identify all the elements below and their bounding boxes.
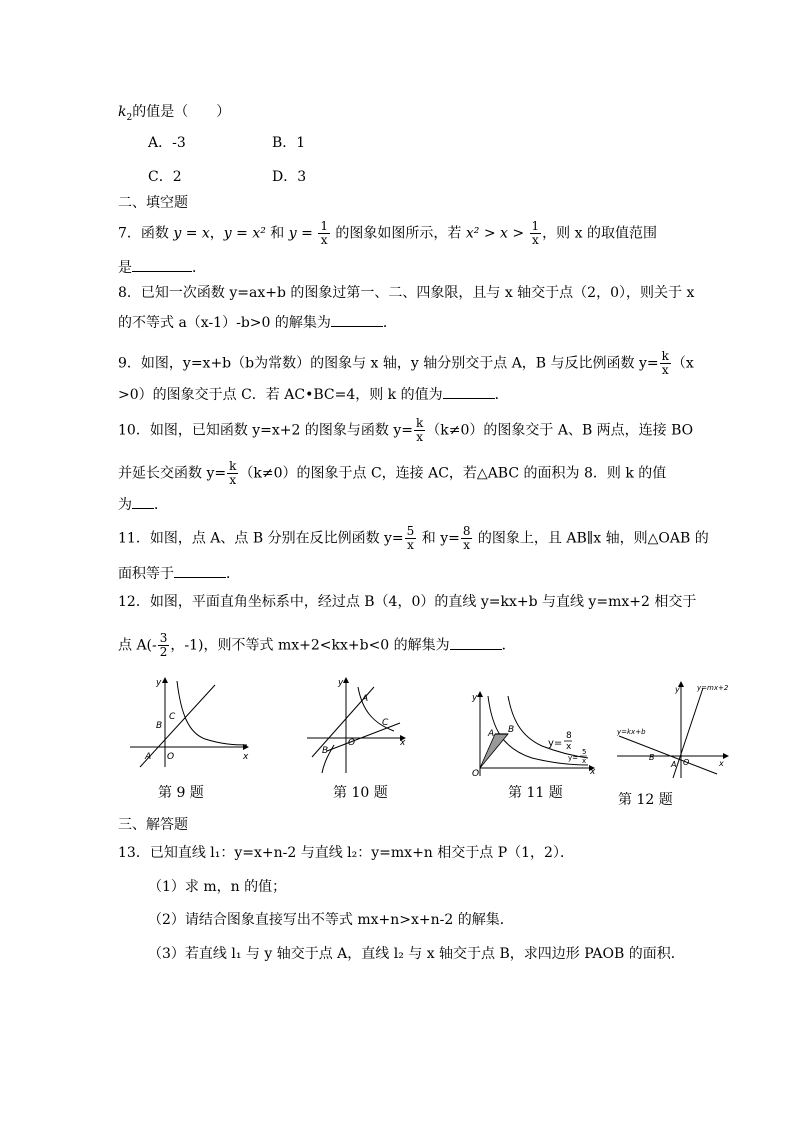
q8-line1: 8．已知一次函数 y=ax+b 的图象过第一、二、四象限，且与 x 轴交于点（2，0），则关于 x	[118, 285, 695, 301]
q10-fraction-k-over-x-b: $\frac{k}{x}$	[229, 459, 237, 487]
answer-blank[interactable]	[331, 312, 383, 327]
q7-p1: 7．函数	[118, 225, 174, 242]
q11-line2: 面积等于 ．	[118, 563, 240, 584]
fig12-label-a: A	[671, 760, 677, 769]
q7-p3: 和	[265, 225, 289, 242]
fig11-label-x: x	[590, 767, 596, 777]
fig12-label-y-mx2: y=mx+2	[697, 684, 729, 692]
fig10-label-c: C	[382, 718, 389, 728]
q13-sub3: （3）若直线 l₁ 与 y 轴交于点 A，直线 l₂ 与 x 轴交于点 B，求四边形 PAOB 的面积．	[148, 946, 685, 962]
figure-q9	[125, 675, 255, 770]
q6-option-a: A．-3	[148, 135, 186, 151]
fig12-label-y: y	[675, 685, 680, 694]
q7-p2: ，	[209, 225, 224, 242]
q12-line2: 点 A(- $\frac{3}{2}$ ，-1)，则不等式 mx+2<kx+b<0 的解集为 ．	[118, 631, 516, 659]
fig12-label-o: O	[683, 758, 690, 767]
q9-fraction-k-over-x: $\frac{k}{x}$	[661, 349, 669, 377]
q7-y-eq-x: y = x	[173, 225, 210, 242]
fig12-label-b: B	[649, 753, 655, 762]
fig9-label-b: B	[156, 721, 163, 731]
fig9-label-o: O	[167, 752, 175, 762]
q9-line2: >0）的图象交于点 C．若 AC•BC=4，则 k 的值为 ．	[118, 384, 509, 405]
fig11-label-x-den-8: x	[566, 742, 572, 752]
q9-line1: 9．如图，y=x+b（b为常数）的图象与 x 轴，y 轴分别交于点 A，B 与反比例函数 y= $\frac{k}{x}$ （x	[118, 349, 694, 377]
q7-y-eq: y =	[288, 225, 313, 242]
fig10-label-o: O	[348, 738, 356, 748]
answer-blank[interactable]	[174, 563, 226, 578]
fig9-label-y: y	[156, 678, 162, 688]
q6-stem: $k_2$的值是（ ）	[118, 104, 231, 123]
q11-fraction-5-over-x: $\frac{5}{x}$	[406, 524, 415, 552]
section-fill-heading: 二、填空题	[118, 195, 188, 211]
q7-ineq: x² > x >	[465, 225, 525, 242]
figure-q10	[302, 675, 412, 775]
q7-p5: ，则 x 的取值范围	[542, 225, 657, 242]
fig10-label-x: x	[400, 738, 406, 748]
fig9-label-a: A	[145, 752, 152, 762]
q13-stem: 13．已知直线 l₁：y=x+n-2 与直线 l₂：y=mx+n 相交于点 P（1，2）．	[118, 845, 574, 861]
answer-blank[interactable]	[132, 257, 192, 272]
q10-fraction-k-over-x: $\frac{k}{x}$	[415, 416, 424, 444]
answer-blank[interactable]	[450, 635, 502, 650]
fig11-label-b: B	[508, 725, 515, 735]
fig10-label-y: y	[338, 678, 344, 688]
fig11-label-o: O	[472, 769, 480, 778]
fig11-label-a: A	[488, 729, 495, 739]
q12-fraction-3-over-2: $\frac{3}{2}$	[159, 631, 168, 659]
q7-p4: 的图象如图所示，若	[330, 225, 466, 242]
caption-fig12: 第 12 题	[618, 792, 673, 808]
q10-line2: 并延长交函数 y= $\frac{k}{x}$ （k≠0）的图象于点 C，连接 AC，若△ABC 的面积为 8．则 k 的值	[118, 459, 667, 487]
fig11-label-y-eq-1: y=	[548, 738, 563, 749]
fig10-label-b: B	[322, 746, 329, 756]
fig11-label-y-eq-2: y=	[568, 754, 579, 762]
fig11-label-y: y	[472, 693, 478, 703]
fig11-label-5: 5	[582, 748, 587, 756]
q13-sub2: （2）请结合图象直接写出不等式 mx+n>x+n-2 的解集．	[148, 912, 514, 928]
figure-q12	[615, 678, 730, 780]
q13-sub1: （1）求 m，n 的值；	[148, 879, 287, 895]
q7-y-eq-x2: y = x²	[223, 225, 266, 242]
q6-option-b: B．1	[272, 135, 306, 151]
q10-line3: 为 ．	[118, 494, 168, 515]
q6-option-d: D．3	[272, 169, 307, 185]
caption-fig10: 第 10 题	[333, 785, 388, 801]
section-solve-heading: 三、解答题	[118, 817, 188, 833]
fig11-label-x-den-5: x	[582, 757, 587, 765]
q12-line1: 12．如图，平面直角坐标系中，经过点 B（4，0）的直线 y=kx+b 与直线 y=mx+2 相交于	[118, 594, 697, 610]
fig9-label-c: C	[169, 712, 176, 722]
fig12-label-y-kxb: y=kx+b	[617, 728, 646, 736]
q10-line1: 10．如图，已知函数 y=x+2 的图象与函数 y= $\frac{k}{x}$ （k≠0）的图象交于 A、B 两点，连接 BO	[118, 416, 694, 444]
fig12-label-x: x	[719, 759, 724, 768]
q7-line1	[118, 220, 657, 247]
caption-fig9: 第 9 题	[158, 785, 204, 801]
answer-blank[interactable]	[443, 384, 495, 399]
q8-line2: 的不等式 a（x-1）-b>0 的解集为 ．	[118, 312, 397, 333]
q6-option-c: C．2	[148, 169, 182, 185]
q7-fraction-1-over-x: $\frac{1}{x}$	[320, 219, 328, 247]
q11-line1: 11．如图，点 A、点 B 分别在反比例函数 y= $\frac{5}{x}$ 和 y= $\frac{8}{x}$ 的图象上，且 AB∥x 轴，则△OAB 的	[118, 524, 709, 552]
fig11-label-8: 8	[566, 731, 572, 741]
q7-line2: 是 ．	[118, 257, 206, 278]
q11-fraction-8-over-x: $\frac{8}{x}$	[462, 524, 471, 552]
fig10-label-a: A	[362, 694, 369, 704]
fig9-label-x: x	[243, 752, 249, 762]
caption-fig11: 第 11 题	[508, 785, 563, 801]
figure-q11	[462, 688, 602, 778]
q7-fraction-1-over-x-b: $\frac{1}{x}$	[531, 219, 540, 247]
q6-stem-text: 的值是（ ）	[132, 104, 231, 120]
answer-blank[interactable]	[132, 494, 154, 509]
